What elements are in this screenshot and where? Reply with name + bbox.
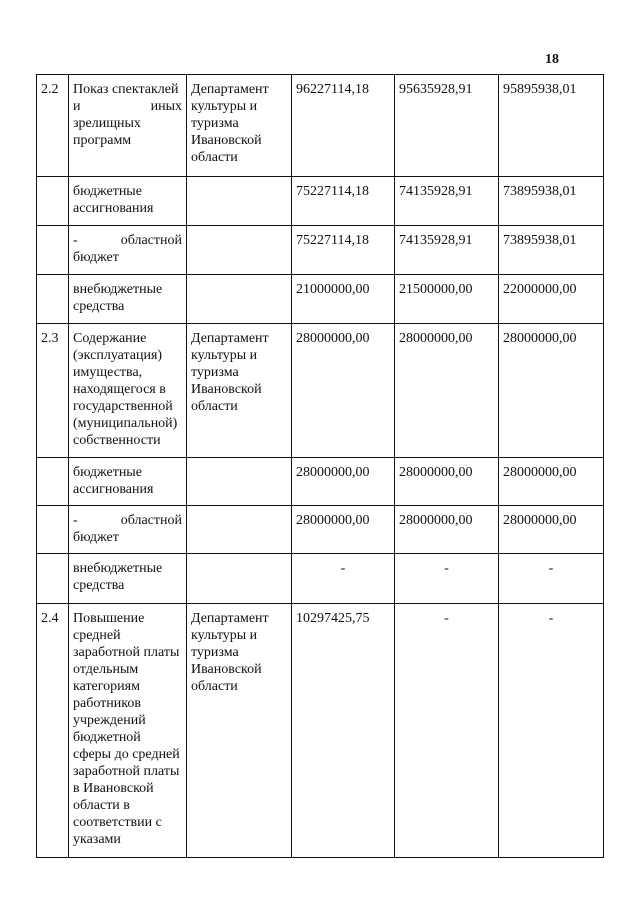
table-row — [37, 226, 604, 275]
row-index — [37, 177, 69, 226]
amount-year-1: 28000000,00 — [292, 506, 395, 554]
responsible-department: Департамент культуры и туризма Ивановской области — [187, 75, 292, 177]
amount-year-1: 75227114,18 — [292, 226, 395, 275]
amount-year-2: 95635928,91 — [395, 75, 499, 177]
amount-year-2: - — [395, 554, 499, 604]
row-index — [37, 506, 69, 554]
measure-name: Содержание (эксплуатация) имущества, находящегося в государственной (муниципальной) собственности — [69, 324, 187, 458]
row-index — [37, 275, 69, 324]
amount-year-1: 21000000,00 — [292, 275, 395, 324]
responsible-department: Департамент культуры и туризма Ивановской области — [187, 604, 292, 858]
measure-name: Повышение средней заработной платы отдельным категориям работников учреждений бюджетной сферы до средней заработной платы в Ивановской области в соответствии с указами — [69, 604, 187, 858]
responsible-department — [187, 506, 292, 554]
amount-year-1: 10297425,75 — [292, 604, 395, 858]
table-row — [37, 324, 604, 458]
page-number: 18 — [545, 52, 559, 67]
measure-name: внебюджетные средства — [69, 275, 187, 324]
row-index — [37, 226, 69, 275]
amount-year-3: 73895938,01 — [499, 177, 604, 226]
amount-year-2: - — [395, 604, 499, 858]
responsible-department — [187, 275, 292, 324]
amount-year-3: 73895938,01 — [499, 226, 604, 275]
measure-name: бюджетные ассигнования — [69, 458, 187, 506]
table-row — [37, 177, 604, 226]
amount-year-3: 95895938,01 — [499, 75, 604, 177]
responsible-department: Департамент культуры и туризма Ивановской области — [187, 324, 292, 458]
amount-year-1: - — [292, 554, 395, 604]
amount-year-2: 28000000,00 — [395, 324, 499, 458]
table-row — [37, 506, 604, 554]
measure-name: - областной бюджет — [69, 226, 187, 275]
measure-name: - областной бюджет — [69, 506, 187, 554]
amount-year-2: 74135928,91 — [395, 177, 499, 226]
amount-year-1: 96227114,18 — [292, 75, 395, 177]
amount-year-3: 28000000,00 — [499, 458, 604, 506]
responsible-department — [187, 458, 292, 506]
amount-year-2: 28000000,00 — [395, 458, 499, 506]
amount-year-1: 28000000,00 — [292, 458, 395, 506]
row-index — [37, 554, 69, 604]
budget-table — [36, 74, 604, 858]
amount-year-2: 28000000,00 — [395, 506, 499, 554]
measure-name: бюджетные ассигнования — [69, 177, 187, 226]
amount-year-3: - — [499, 554, 604, 604]
amount-year-2: 21500000,00 — [395, 275, 499, 324]
amount-year-1: 75227114,18 — [292, 177, 395, 226]
row-index: 2.4 — [37, 604, 69, 858]
amount-year-2: 74135928,91 — [395, 226, 499, 275]
measure-name: Показ спектаклей и иных зрелищных программ — [69, 75, 187, 177]
row-index: 2.2 — [37, 75, 69, 177]
row-index — [37, 458, 69, 506]
table-row — [37, 458, 604, 506]
responsible-department — [187, 226, 292, 275]
table-row — [37, 604, 604, 858]
amount-year-3: 28000000,00 — [499, 324, 604, 458]
table-row — [37, 75, 604, 177]
amount-year-1: 28000000,00 — [292, 324, 395, 458]
responsible-department — [187, 177, 292, 226]
responsible-department — [187, 554, 292, 604]
table-row — [37, 554, 604, 604]
measure-name: внебюджетные средства — [69, 554, 187, 604]
amount-year-3: 22000000,00 — [499, 275, 604, 324]
amount-year-3: 28000000,00 — [499, 506, 604, 554]
amount-year-3: - — [499, 604, 604, 858]
row-index: 2.3 — [37, 324, 69, 458]
table-row — [37, 275, 604, 324]
